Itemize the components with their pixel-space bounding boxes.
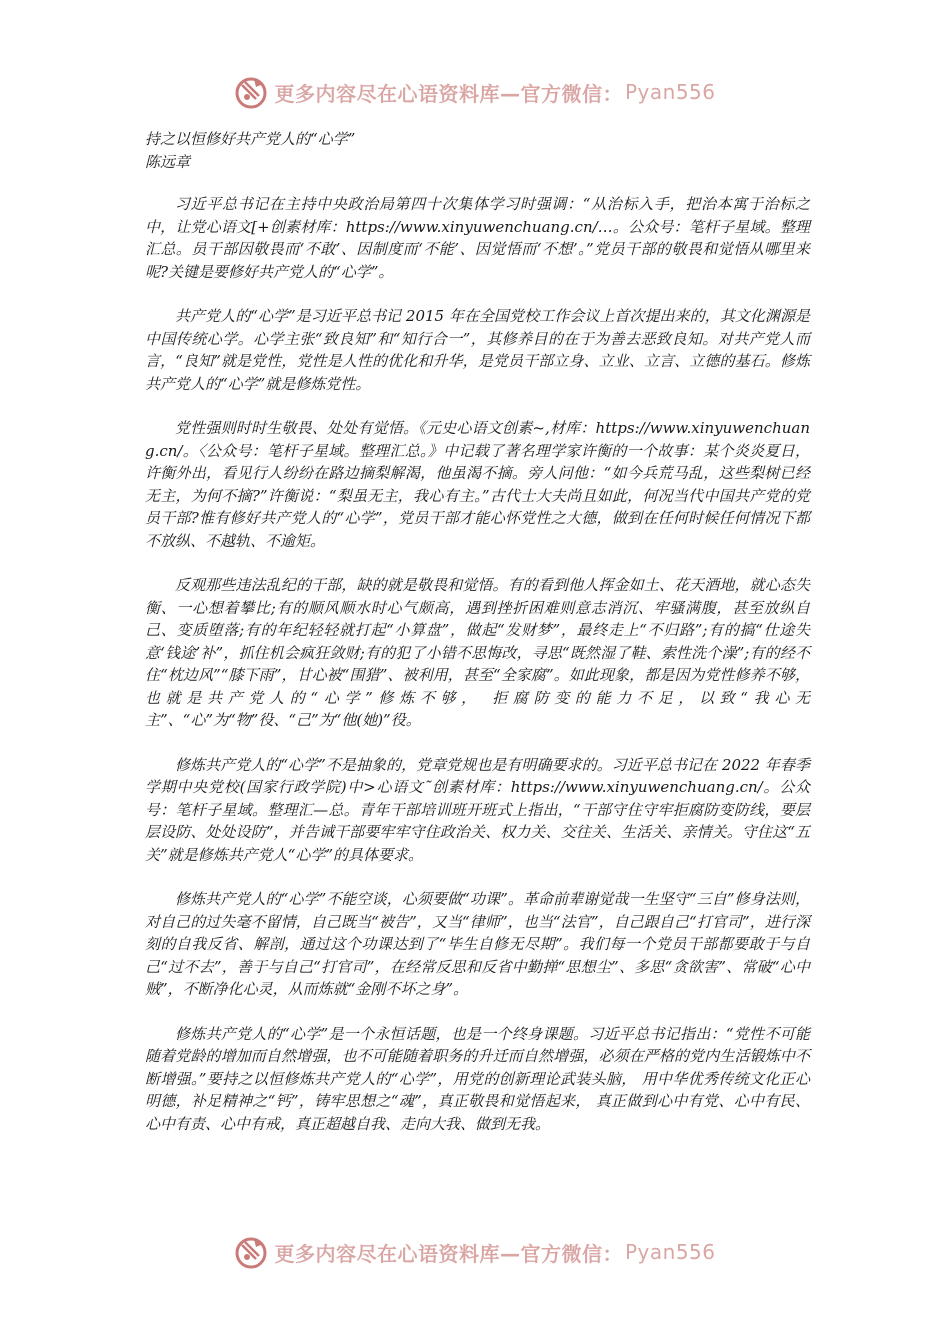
watermark-handle: Pyan556 (624, 80, 716, 104)
watermark-banner-bottom (0, 1232, 950, 1272)
watermark-handle: Pyan556 (624, 1240, 716, 1264)
watermark-text: 更多内容尽在心语资料库—官方微信： (274, 1241, 623, 1266)
paragraph: 修炼共产党人的“心学”是一个永恒话题，也是一个终身课题。习近平总书记指出：“党性不可能随着党龄的增加而自然增强，也不可能随着职务的升迁而自然增强，必须在严格的党内生活锻炼中不断增强。”要持之以恒修炼共产党人的“心学”，用党的创新理论武装头脑， 用中华优秀传统文化正心明德，补足精神之“钙”，铸牢思想之“魂”，真正敬畏和觉悟起来， 真正做到心中有党、心中有民、心中有责、心中有戒，真正超越自我、走向大我、做到无我。 (145, 1024, 810, 1133)
watermark-banner-top (0, 72, 950, 112)
watermark-text: 更多内容尽在心语资料库—官方微信： (274, 81, 623, 106)
paragraph: 共产党人的“心学”是习近平总书记 2015 年在全国党校工作会议上首次提出来的，其文化渊源是中国传统心学。心学主张“致良知”和“知行合一”，其修养目的在于为善去恶致良知。对共产党人而言，“良知”就是党性，党性是人性的优化和升华，是党员干部立身、立业、立言、立德的基石。修炼共产党人的“心学”就是修炼党性。 (145, 307, 810, 393)
paragraph: 习近平总书记在主持中央政治局第四十次集体学习时强调：“从治标入手，把治本寓于治标之中，让党心语文[+创素材库：https://www.xinyuwenchuang.cn/…。公众号：笔杆子星域。整理汇总。员干部因敬畏而‘不敢’、因制度而‘不能’、因觉悟而‘不想’。”党员干部的敬畏和觉悟从哪里来呢?关键是要修好共产党人的“心学”。 (145, 195, 810, 281)
article-title: 持之以恒修好共产党人的“心学” (145, 130, 356, 148)
article-author: 陈远章 (145, 152, 191, 171)
paragraph: 修炼共产党人的“心学”不是抽象的，党章党规也是有明确要求的。习近平总书记在 2022 年春季学期中央党校(国家行政学院)中>心语文˜创素材库：https://www.xinyuwenchuang.cn/。公众号：笔杆子星域。整理汇—总。青年干部培训班开班式上指出，“干部守住守牢拒腐防变防线，要层层设防、处处设防”，并告诫干部要牢牢守住政治关、权力关、交往关、生活关、亲情关。守住这“五关”就是修炼共产党人“心学”的具体要求。 (145, 755, 810, 864)
watermark-logo-icon (234, 1235, 268, 1269)
watermark-logo-icon (234, 75, 268, 109)
paragraph: 党性强则时时生敬畏、处处有觉悟。《元史心语文创素~,材库：https://www.xinyuwenchuang.cn/。〈公众号：笔杆子星域。整理汇总。》中记载了著名理学家许衡的一个故事：某个炎炎夏日，许衡外出，看见行人纷纷在路边摘梨解渴，他虽渴不摘。旁人问他：“如今兵荒马乱，这些梨树已经无主，为何不摘?”许衡说：“梨虽无主，我心有主。”古代士大夫尚且如此，何况当代中国共产党的党员干部?惟有修好共产党人的“心学”，党员干部才能心怀党性之大德，做到在任何时候任何情况下都不放纵、不越轨、不逾矩。 (145, 419, 810, 550)
paragraph: 反观那些违法乱纪的干部，缺的就是敬畏和觉悟。有的看到他人挥金如土、花天酒地，就心态失衡、一心想着攀比;有的顺风顺水时心气颇高，遇到挫折困难则意志消沉、牢骚满腹，甚至放纵自己、变质堕落;有的年纪轻轻就打起“小算盘”，做起“发财梦”，最终走上“不归路”;有的搞“仕途失意‘钱途’补”，抓住机会疯狂敛财;有的犯了小错不思悔改，寻思“既然湿了鞋、索性洗个澡”;有的经不住“枕边风”“膝下雨”，甘心被“围猎”、被利用，甚至“全家腐”。如此现象，都是因为党性修养不够，也就是共产党人的“心学”修炼不够， 拒腐防变的能力不足，以致“我心无主”、“心”为“物”役、“己”为“他(她)”役。 (145, 576, 810, 729)
article (145, 128, 810, 1157)
paragraph: 修炼共产党人的“心学”不能空谈，心须要做“功课”。革命前辈谢觉哉一生坚守“三自”修身法则，对自己的过失毫不留情，自己既当“被告”，又当“律师”，也当“法官”，自己跟自己“打官司”，进行深刻的自我反省、解剖，通过这个功课达到了“毕生自修无尽期”。我们每一个党员干部都要敢于与自己“过不去”，善于与自己“打官司”，在经常反思和反省中勤掸“思想尘”、多思“贪欲害”、常破“心中贼”，不断净化心灵，从而炼就“金刚不坏之身”。 (145, 890, 810, 998)
